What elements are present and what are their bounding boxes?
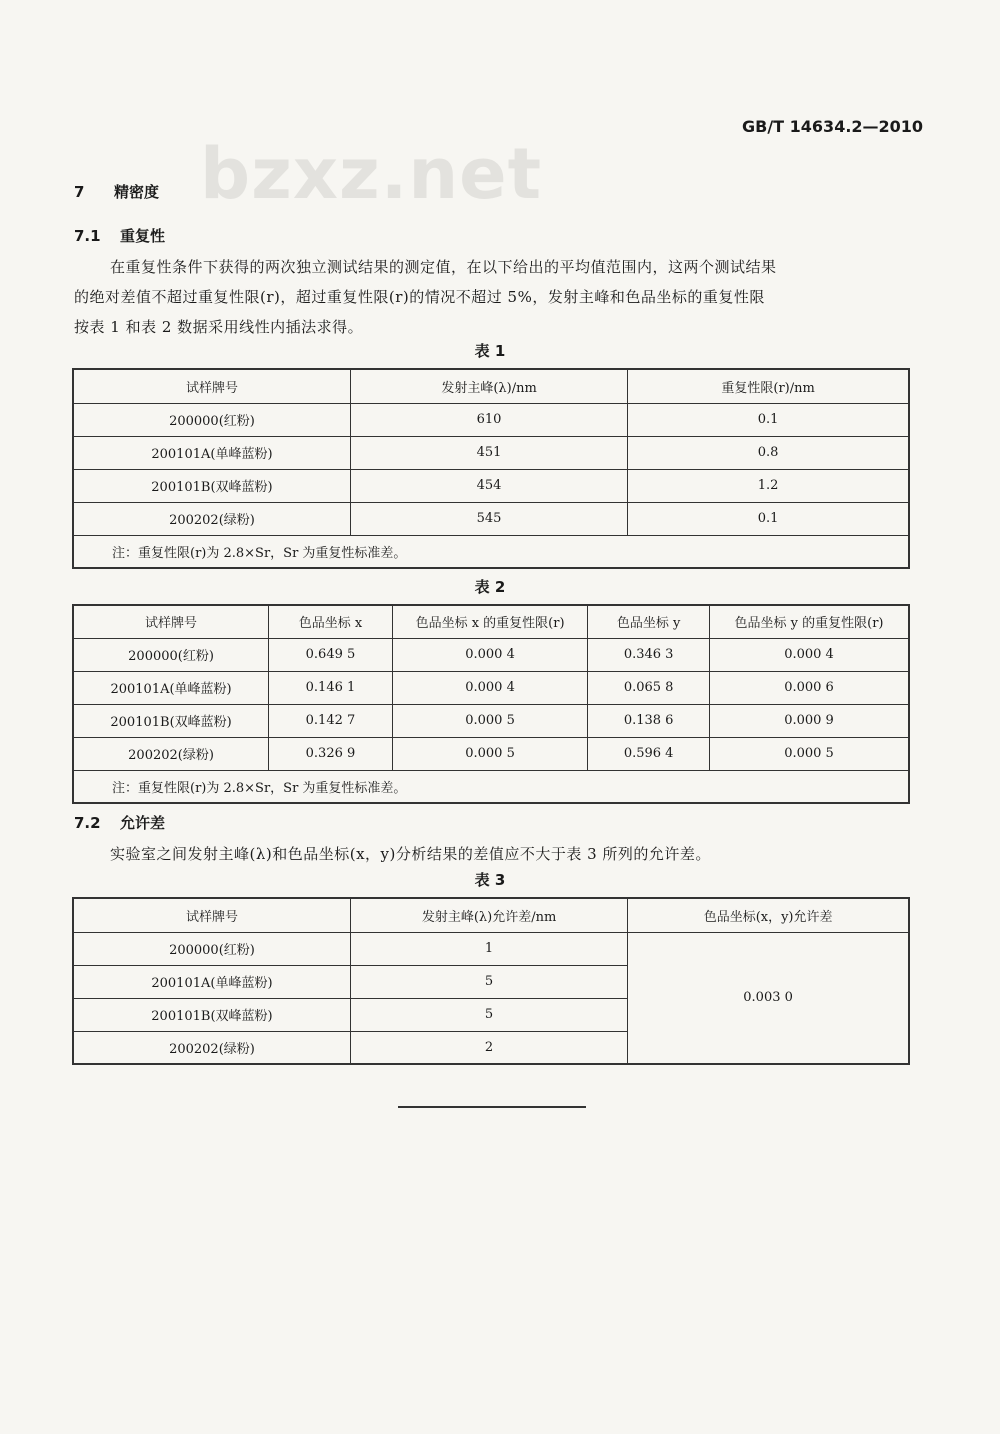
table-3-header-cell: 发射主峰(λ)允许差/nm	[350, 898, 627, 932]
section-7-number: 7	[74, 183, 85, 201]
standard-number: GB/T 14634.2—2010	[742, 117, 924, 136]
table-cell: 451	[350, 436, 627, 469]
table-cell: 0.346 3	[588, 638, 710, 671]
table-row	[73, 671, 909, 704]
section-7-heading	[74, 181, 159, 202]
section-7-2-heading	[74, 812, 165, 833]
table-row	[73, 436, 909, 469]
table-cell: 0.000 4	[392, 638, 587, 671]
table-cell: 1.2	[628, 469, 909, 502]
table-cell: 0.000 5	[710, 737, 910, 770]
table-2-header-row	[73, 605, 909, 638]
table-3-header-row	[73, 898, 909, 932]
table-cell: 0.138 6	[588, 704, 710, 737]
table-cell: 200101A(单峰蓝粉)	[73, 965, 350, 998]
table-2-note: 注：重复性限(r)为 2.8×Sr，Sr 为重复性标准差。	[73, 770, 909, 803]
table-3-header-cell: 色品坐标(x，y)允许差	[628, 898, 909, 932]
table-row	[73, 502, 909, 535]
table-2-header-cell: 色品坐标 y	[588, 605, 710, 638]
table-2-header-cell: 色品坐标 y 的重复性限(r)	[710, 605, 910, 638]
table-1-note: 注：重复性限(r)为 2.8×Sr，Sr 为重复性标准差。	[73, 535, 909, 568]
table-cell: 200000(红粉)	[73, 403, 350, 436]
para-line-2: 的绝对差值不超过重复性限(r)，超过重复性限(r)的情况不超过 5%，发射主峰和色品坐标的重复性限	[74, 288, 765, 306]
para-line-3: 按表 1 和表 2 数据采用线性内插法求得。	[74, 318, 364, 336]
table-row	[73, 932, 909, 965]
section-7-2-number: 7.2	[74, 814, 101, 832]
table-cell: 454	[350, 469, 627, 502]
table-cell: 0.1	[628, 403, 909, 436]
table-cell: 200000(红粉)	[73, 932, 350, 965]
watermark-text: bzxz.net	[200, 133, 543, 215]
table-1-header-row	[73, 369, 909, 403]
table-3-header-cell: 试样牌号	[73, 898, 350, 932]
table-cell: 200202(绿粉)	[73, 1031, 350, 1064]
table-cell: 0.000 5	[392, 737, 587, 770]
table-cell: 545	[350, 502, 627, 535]
table-cell: 0.1	[628, 502, 909, 535]
table-cell: 200101B(双峰蓝粉)	[73, 704, 269, 737]
table-cell: 0.000 5	[392, 704, 587, 737]
table-cell: 200101A(单峰蓝粉)	[73, 436, 350, 469]
table-2-header-cell: 色品坐标 x 的重复性限(r)	[392, 605, 587, 638]
section-7-1-number: 7.1	[74, 227, 101, 245]
table-cell: 200000(红粉)	[73, 638, 269, 671]
section-7-1-title: 重复性	[120, 227, 166, 245]
table-cell: 200202(绿粉)	[73, 737, 269, 770]
table-cell: 0.000 6	[710, 671, 910, 704]
table-3	[72, 897, 910, 1065]
table-1-caption: 表 1	[474, 342, 506, 360]
table-1-header-cell: 试样牌号	[73, 369, 350, 403]
table-row	[73, 469, 909, 502]
section-7-title: 精密度	[114, 183, 160, 201]
table-cell: 200101B(双峰蓝粉)	[73, 998, 350, 1031]
table-cell: 0.142 7	[269, 704, 393, 737]
section-7-2-paragraph: 实验室之间发射主峰(λ)和色品坐标(x，y)分析结果的差值应不大于表 3 所列的允许差。	[110, 845, 711, 863]
table-cell: 200101B(双峰蓝粉)	[73, 469, 350, 502]
table-row	[73, 737, 909, 770]
table-cell: 610	[350, 403, 627, 436]
section-7-1-heading	[74, 225, 165, 246]
table-cell: 0.000 4	[392, 671, 587, 704]
table-2	[72, 604, 910, 804]
table-cell: 0.000 4	[710, 638, 910, 671]
table-1-header-cell: 发射主峰(λ)/nm	[350, 369, 627, 403]
table-2-header-cell: 试样牌号	[73, 605, 269, 638]
table-2-note-row	[73, 770, 909, 803]
table-cell: 200101A(单峰蓝粉)	[73, 671, 269, 704]
table-cell: 1	[350, 932, 627, 965]
table-cell: 200202(绿粉)	[73, 502, 350, 535]
table-cell: 0.596 4	[588, 737, 710, 770]
table-cell: 0.326 9	[269, 737, 393, 770]
table-row	[73, 403, 909, 436]
table-1-note-row	[73, 535, 909, 568]
table-3-merged-cell: 0.003 0	[628, 932, 909, 1064]
table-cell: 5	[350, 998, 627, 1031]
table-row	[73, 638, 909, 671]
table-1-header-cell: 重复性限(r)/nm	[628, 369, 909, 403]
table-cell: 0.649 5	[269, 638, 393, 671]
section-7-1-paragraph	[74, 252, 914, 342]
end-rule	[398, 1106, 586, 1108]
table-cell: 0.8	[628, 436, 909, 469]
table-3-caption: 表 3	[474, 871, 506, 889]
para-line-1: 在重复性条件下获得的两次独立测试结果的测定值，在以下给出的平均值范围内，这两个测试结果	[110, 258, 777, 276]
table-1	[72, 368, 910, 569]
table-row	[73, 704, 909, 737]
table-cell: 5	[350, 965, 627, 998]
table-cell: 0.000 9	[710, 704, 910, 737]
table-2-caption: 表 2	[474, 578, 506, 596]
table-cell: 2	[350, 1031, 627, 1064]
table-cell: 0.146 1	[269, 671, 393, 704]
table-cell: 0.065 8	[588, 671, 710, 704]
section-7-2-title: 允许差	[120, 814, 166, 832]
table-2-header-cell: 色品坐标 x	[269, 605, 393, 638]
